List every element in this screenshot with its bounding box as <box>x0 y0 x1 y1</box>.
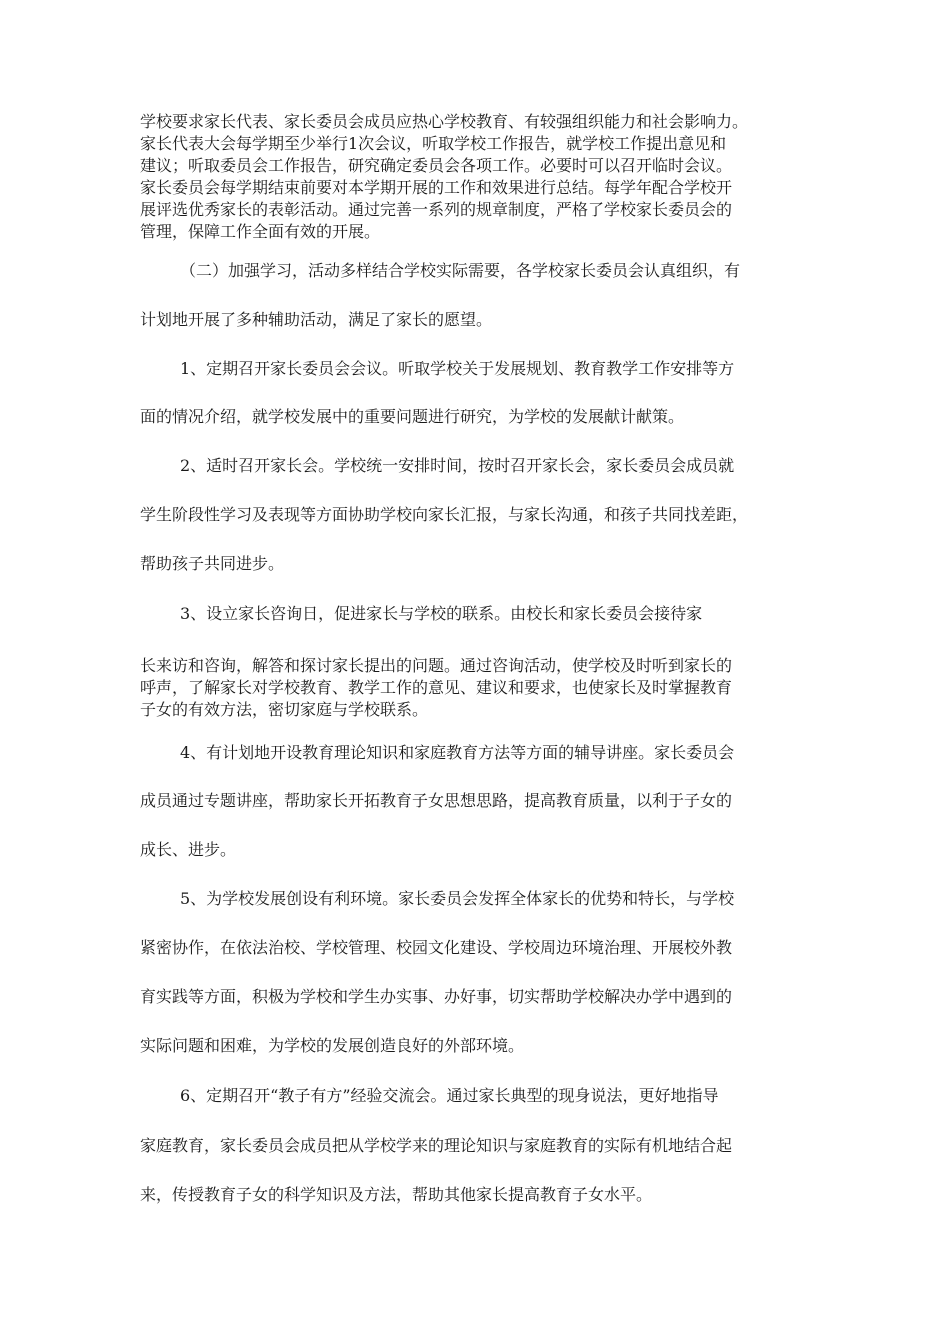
text-line: 家庭教育，家长委员会成员把从学校学来的理论知识与家庭教育的实际有机地结合起 <box>140 1136 733 1155</box>
list-item-4: 4、有计划地开设教育理论知识和家庭教育方法等方面的辅导讲座。家长委员会 <box>180 743 735 762</box>
text-line: 面的情况介绍，就学校发展中的重要问题进行研究，为学校的发展献计献策。 <box>140 407 685 426</box>
list-item-1: 1、定期召开家长委员会会议。听取学校关于发展规划、教育教学工作安排等方 <box>180 359 735 378</box>
text-line: 帮助孩子共同进步。 <box>140 554 285 573</box>
text-line: 子女的有效方法，密切家庭与学校联系。 <box>140 700 429 719</box>
list-item-6: 6、定期召开“教子有方”经验交流会。通过家长典型的现身说法，更好地指导 <box>180 1086 719 1105</box>
text-line: 育实践等方面，积极为学校和学生办实事、办好事，切实帮助学校解决办学中遇到的 <box>140 987 733 1006</box>
list-item-3: 3、设立家长咨询日，促进家长与学校的联系。由校长和家长委员会接待家 <box>180 604 703 623</box>
text-line: 学生阶段性学习及表现等方面协助学校向家长汇报，与家长沟通，和孩子共同找差距， <box>140 505 749 524</box>
text-line: 计划地开展了多种辅助活动，满足了家长的愿望。 <box>140 310 493 329</box>
text-line: 实际问题和困难，为学校的发展创造良好的外部环境。 <box>140 1036 525 1055</box>
text-line: 管理，保障工作全面有效的开展。 <box>140 222 381 241</box>
text-line: 长来访和咨询，解答和探讨家长提出的问题。通过咨询活动，使学校及时听到家长的 <box>140 656 733 675</box>
list-item-5: 5、为学校发展创设有利环境。家长委员会发挥全体家长的优势和特长，与学校 <box>180 889 735 908</box>
text-line: 成长、进步。 <box>140 840 237 859</box>
text-line: 家长委员会每学期结束前要对本学期开展的工作和效果进行总结。每学年配合学校开 <box>140 178 733 197</box>
text-line: 紧密协作，在依法治校、学校管理、校园文化建设、学校周边环境治理、开展校外教 <box>140 938 733 957</box>
list-item-2: 2、适时召开家长会。学校统一安排时间，按时召开家长会，家长委员会成员就 <box>180 456 735 475</box>
text-line: 成员通过专题讲座，帮助家长开拓教育子女思想思路，提高教育质量，以利于子女的 <box>140 791 733 810</box>
text-line: 来，传授教育子女的科学知识及方法，帮助其他家长提高教育子女水平。 <box>140 1185 653 1204</box>
text-line: 家长代表大会每学期至少举行1次会议，听取学校工作报告，就学校工作提出意见和 <box>140 134 727 153</box>
text-line: 展评选优秀家长的表彰活动。通过完善一系列的规章制度，严格了学校家长委员会的 <box>140 200 733 219</box>
text-line: 呼声，了解家长对学校教育、教学工作的意见、建议和要求，也使家长及时掌握教育 <box>140 678 733 697</box>
text-line: 建议；听取委员会工作报告，研究确定委员会各项工作。必要时可以召开临时会议。 <box>140 156 733 175</box>
text-line: 学校要求家长代表、家长委员会成员应热心学校教育、有较强组织能力和社会影响力。 <box>140 112 749 131</box>
section-heading: （二）加强学习，活动多样结合学校实际需要，各学校家长委员会认真组织，有 <box>180 261 741 280</box>
